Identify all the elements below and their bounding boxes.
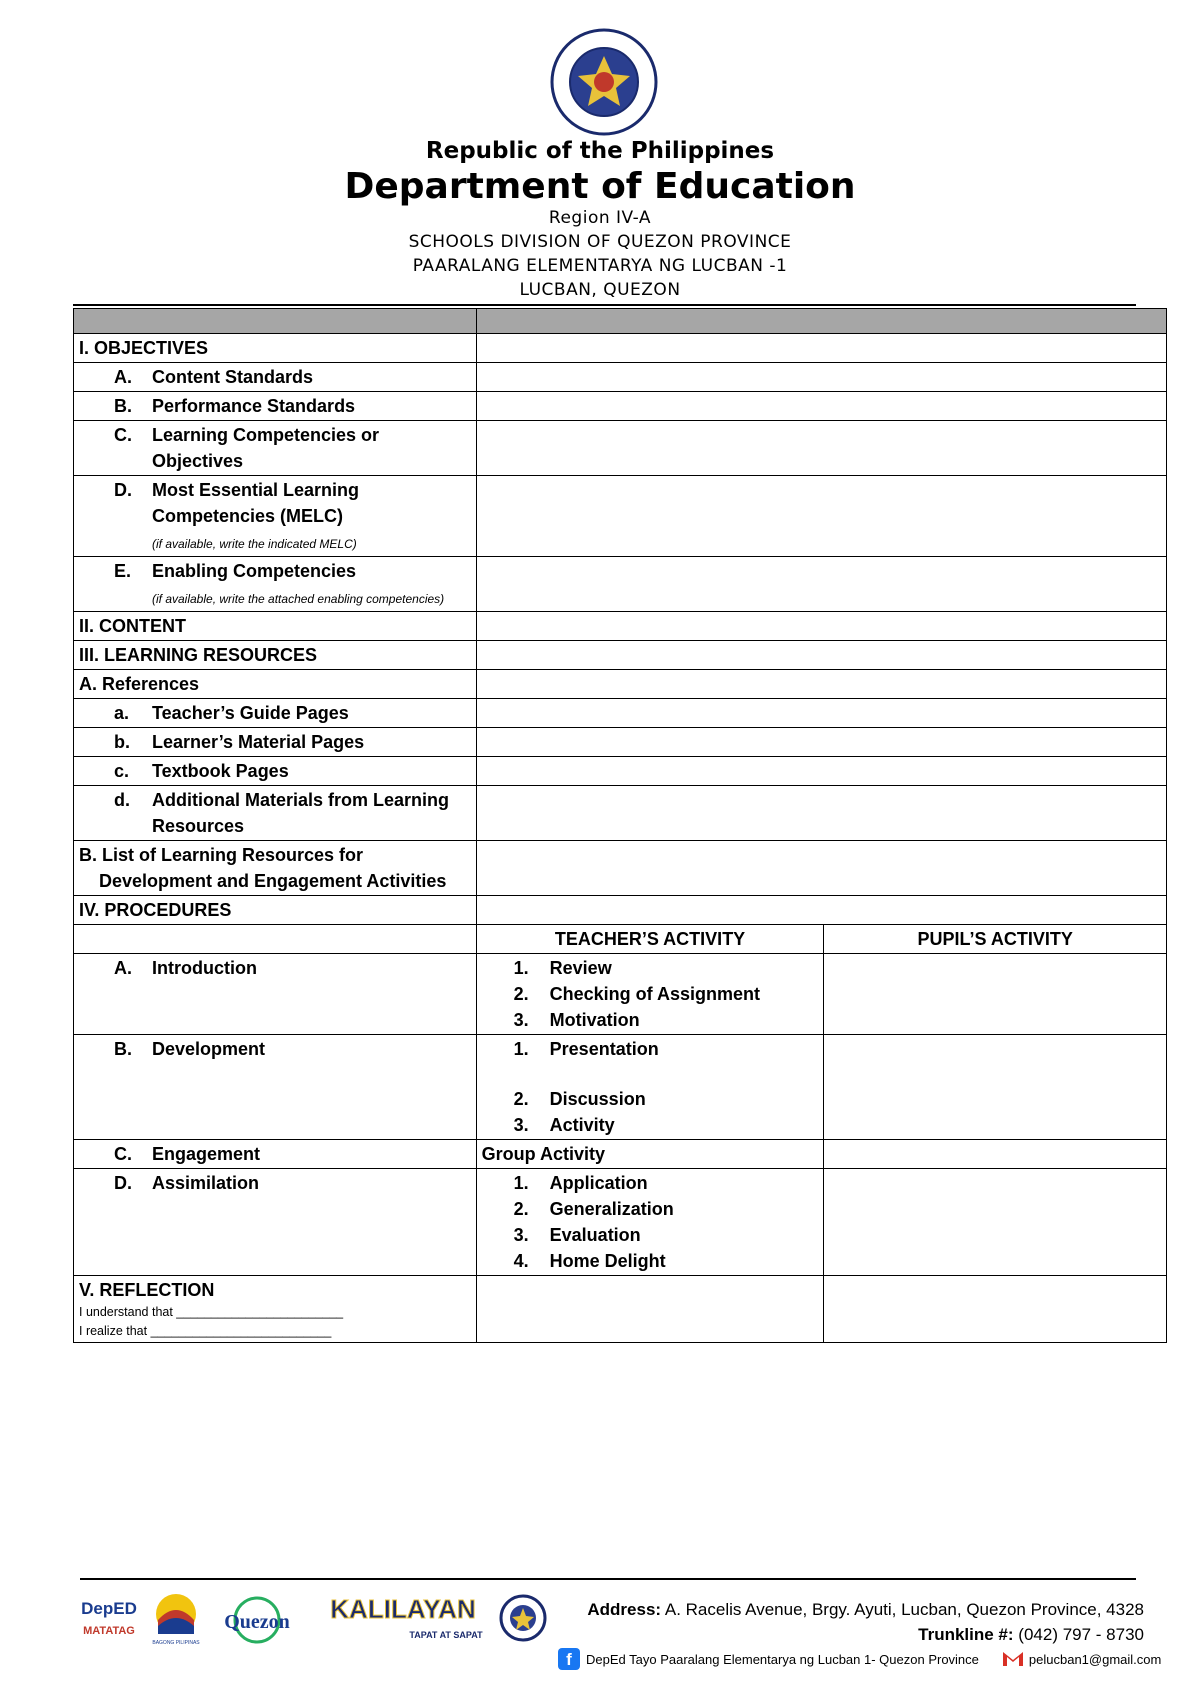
content-standards: Content Standards	[152, 367, 314, 387]
svg-text:TAPAT AT SAPAT: TAPAT AT SAPAT	[409, 1630, 483, 1640]
table-row	[74, 670, 1167, 699]
input-cell[interactable]	[476, 841, 1166, 896]
intro-activities: 1. Review 2. Checking of Assignment 3. Motivation	[476, 954, 824, 1035]
teacher-activity-header: TEACHER’S ACTIVITY	[476, 925, 824, 954]
table-row	[74, 1276, 1167, 1343]
gmail-icon	[1001, 1650, 1025, 1668]
table-row: b. Learner’s Material Pages	[74, 728, 1167, 757]
enabling-note: (if available, write the attached enabling competencies)	[152, 592, 445, 606]
header-divider	[73, 304, 1136, 306]
understand-line: I understand that ________________________	[79, 1305, 344, 1319]
table-row: A. Content Standards	[74, 363, 1167, 392]
section-objectives: I. OBJECTIVES	[74, 334, 477, 363]
header-band	[74, 309, 1167, 334]
trunkline: (042) 797 - 8730	[1018, 1625, 1144, 1644]
table-row	[74, 612, 1167, 641]
input-cell[interactable]	[476, 728, 1166, 757]
input-cell[interactable]	[476, 670, 1166, 699]
input-cell[interactable]	[476, 421, 1166, 476]
lesson-log-table	[73, 308, 1167, 1343]
bagong-pilipinas-logo	[150, 1590, 202, 1646]
svg-text:KALILAYAN: KALILAYAN	[330, 1594, 476, 1624]
input-cell[interactable]	[476, 392, 1166, 421]
performance-standards: Performance Standards	[152, 396, 356, 416]
melc-note: (if available, write the indicated MELC)	[152, 537, 357, 551]
table-row: C. Engagement Group Activity	[74, 1140, 1167, 1169]
section-content: II. CONTENT	[74, 612, 477, 641]
table-row: D. Assimilation 1. Application 2. Generalization 3. Evaluation 4. Home Delight	[74, 1169, 1167, 1276]
references: A. References	[74, 670, 477, 699]
table-row: E. Enabling Competencies (if available, write the attached enabling competencies)	[74, 557, 1167, 612]
input-cell[interactable]	[824, 954, 1167, 1035]
division: SCHOOLS DIVISION OF QUEZON PROVINCE	[408, 232, 792, 252]
kalilayan-logo	[316, 1590, 490, 1646]
melc: Most Essential Learning Competencies (MELC)	[152, 480, 360, 526]
teachers-guide: Teacher’s Guide Pages	[152, 703, 349, 723]
table-row: c. Textbook Pages	[74, 757, 1167, 786]
facebook-page[interactable]: DepEd Tayo Paaralang Elementarya ng Lucban 1- Quezon Province	[586, 1651, 979, 1667]
input-cell[interactable]	[476, 757, 1166, 786]
input-cell[interactable]	[476, 476, 1166, 557]
additional-materials: Additional Materials from Learning Resources	[152, 790, 450, 836]
facebook-icon: f	[558, 1648, 580, 1670]
republic-title: Republic of the Philippines	[425, 138, 775, 164]
engagement: Engagement	[152, 1144, 261, 1164]
section-procedures: IV. PROCEDURES	[74, 896, 477, 925]
input-cell[interactable]	[476, 334, 1166, 363]
input-cell[interactable]	[476, 612, 1166, 641]
table-row	[74, 641, 1167, 670]
school-address-block: Address: A. Racelis Avenue, Brgy. Ayuti, Lucban, Quezon Province, 4328 Trunkline #: (042) 797 - 8730	[587, 1600, 1144, 1644]
enabling-competencies: Enabling Competencies	[152, 561, 357, 581]
deped-matatag-logo	[78, 1590, 140, 1646]
introduction: Introduction	[152, 958, 257, 978]
assimilation: Assimilation	[152, 1173, 260, 1193]
textbook-pages: Textbook Pages	[152, 761, 289, 781]
school-location: LUCBAN, QUEZON	[519, 280, 681, 300]
department-title: Department of Education	[344, 166, 856, 207]
input-cell[interactable]	[476, 1276, 824, 1343]
input-cell[interactable]	[476, 557, 1166, 612]
table-row	[74, 334, 1167, 363]
deped-quezon-logo	[215, 1590, 299, 1646]
pupil-activity-header: PUPIL’S ACTIVITY	[824, 925, 1167, 954]
input-cell[interactable]	[824, 1276, 1167, 1343]
school-seal	[498, 1590, 548, 1646]
svg-text:MATATAG: MATATAG	[83, 1625, 135, 1637]
table-row	[74, 896, 1167, 925]
school-name: PAARALANG ELEMENTARYA NG LUCBAN -1	[412, 256, 788, 276]
deped-seal	[550, 28, 658, 136]
social-links	[558, 1648, 1161, 1670]
input-cell[interactable]	[476, 786, 1166, 841]
section-reflection: V. REFLECTION	[79, 1280, 215, 1300]
region: Region IV-A	[548, 208, 652, 228]
learning-competencies: Learning Competencies or Objectives	[152, 425, 380, 471]
group-activity: Group Activity	[476, 1140, 824, 1169]
table-row: d. Additional Materials from Learning Resources	[74, 786, 1167, 841]
input-cell[interactable]	[476, 699, 1166, 728]
input-cell[interactable]	[824, 1035, 1167, 1140]
learners-material: Learner’s Material Pages	[152, 732, 365, 752]
table-row: B. Development 1. Presentation 2. Discussion 3. Activity	[74, 1035, 1167, 1140]
development: Development	[152, 1039, 266, 1059]
address: A. Racelis Avenue, Brgy. Ayuti, Lucban, Quezon Province, 4328	[664, 1600, 1144, 1619]
table-row: B. Performance Standards	[74, 392, 1167, 421]
table-row	[74, 925, 1167, 954]
input-cell[interactable]	[476, 896, 1166, 925]
svg-text:DepED: DepED	[81, 1599, 137, 1618]
footer-divider	[80, 1578, 1136, 1580]
email[interactable]: pelucban1@gmail.com	[1028, 1651, 1162, 1667]
realize-line: I realize that __________________________	[79, 1324, 332, 1338]
dev-activities: 1. Presentation 2. Discussion 3. Activity	[476, 1035, 824, 1140]
assim-activities: 1. Application 2. Generalization 3. Evaluation 4. Home Delight	[476, 1169, 824, 1276]
section-resources: III. LEARNING RESOURCES	[74, 641, 477, 670]
input-cell[interactable]	[476, 363, 1166, 392]
svg-text:Quezon: Quezon	[224, 1611, 290, 1633]
svg-text:BAGONG PILIPINAS: BAGONG PILIPINAS	[152, 1640, 200, 1646]
table-row: B. List of Learning Resources for Development and Engagement Activities	[74, 841, 1167, 896]
table-row: a. Teacher’s Guide Pages	[74, 699, 1167, 728]
input-cell[interactable]	[476, 641, 1166, 670]
list-resources: B. List of Learning Resources for	[79, 845, 364, 865]
table-row: A. Introduction 1. Review 2. Checking of Assignment 3. Motivation	[74, 954, 1167, 1035]
table-row: C. Learning Competencies or Objectives	[74, 421, 1167, 476]
input-cell[interactable]	[824, 1169, 1167, 1276]
table-row: D. Most Essential Learning Competencies (MELC) (if available, write the indicated MELC)	[74, 476, 1167, 557]
input-cell[interactable]	[824, 1140, 1167, 1169]
